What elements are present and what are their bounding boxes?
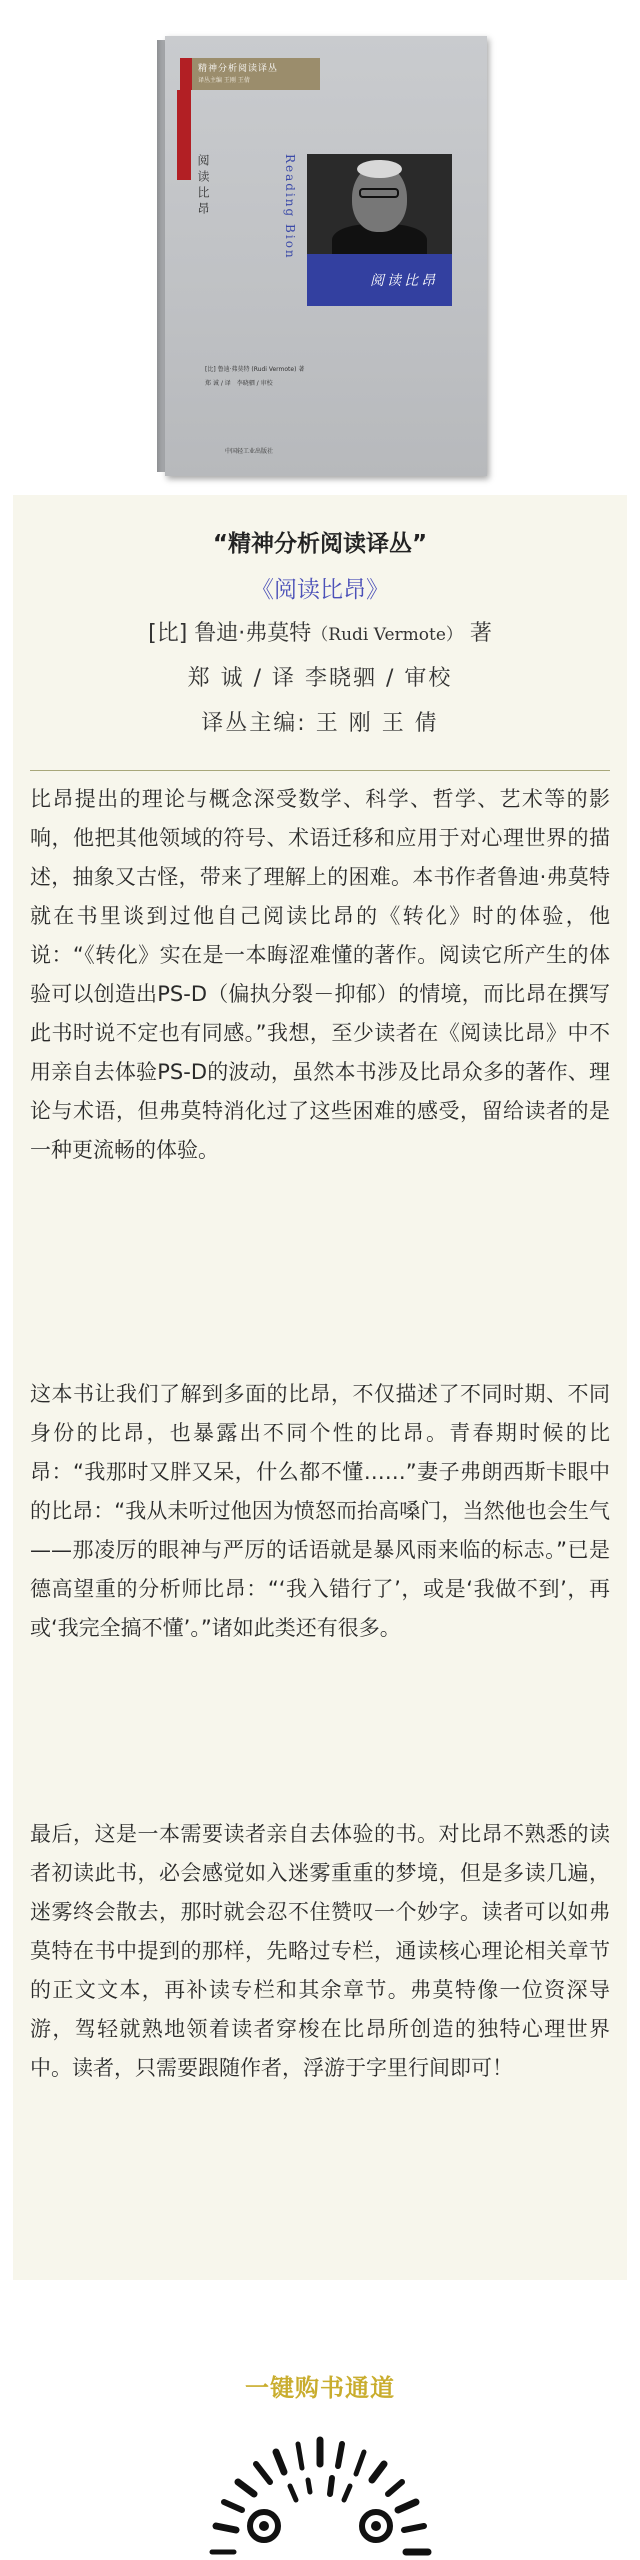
cover-title: 阅读比昂 — [370, 273, 438, 289]
photo-hair — [357, 160, 402, 178]
book-cover-image — [157, 36, 487, 476]
cover-series-banner — [180, 58, 320, 90]
series-name: “精神分析阅读译丛” — [212, 531, 428, 557]
qr-code-graphic — [178, 2430, 462, 2560]
book-face — [165, 36, 487, 476]
intro-paragraph-1: 比昂提出的理论与概念深受数学、科学、哲学、艺术等的影响，他把其他领域的符号、术语迁移和应用于对心理世界的描述，抽象又古怪，带来了理解上的困难。本书作者鲁迪·弗莫特就在书里谈到过他自己阅读比昂的《转化》时的体验，他说：“《转化》实在是一本晦涩难懂的著作。阅读它所产生的体验可以创造出PS-D（偏执分裂－抑郁）的情境，而比昂在撰写此书时说不定也有同感。”我想，至少读者在《阅读比昂》中不用亲自去体验PS-D的波动，虽然本书涉及比昂众多的著作、理论与术语，但弗莫特消化过了这些困难的感受，留给读者的是一种更流畅的体验。 — [30, 787, 610, 1162]
author-line — [13, 616, 627, 647]
author-latin-name: （Rudi Vermote） — [311, 625, 463, 645]
cover-credit-translators: 郑 诚 / 译 李晓驷 / 审校 — [205, 380, 273, 387]
series-editor-line: 译丛主编: 王 刚 王 倩 — [201, 711, 439, 736]
divider — [30, 770, 610, 771]
author-photo — [307, 154, 452, 254]
book-title: 《阅读比昂》 — [251, 577, 389, 603]
cover-vertical-title: 阅读比昂 — [196, 154, 210, 218]
qr-code-icon[interactable] — [178, 2430, 462, 2560]
buy-book-title[interactable]: 一键购书通道 — [245, 2374, 395, 2402]
cover-red-tab — [177, 90, 191, 180]
book-info-card — [13, 495, 627, 2280]
author-suffix: 著 — [462, 621, 492, 646]
cover-red-bar — [180, 58, 192, 90]
author-name: [比] 鲁迪·弗莫特 — [148, 621, 312, 646]
cover-publisher: 中国轻工业出版社 — [225, 448, 274, 455]
cover-series-sub: 译丛主编 王刚 王倩 — [198, 77, 250, 84]
cover-credit-author: [比] 鲁迪·弗莫特 (Rudi Vermote) 著 — [205, 366, 305, 373]
intro-paragraph-2: 这本书让我们了解到多面的比昂，不仅描述了不同时期、不同身份的比昂，也暴露出不同个性的比昂。青春期时候的比昂：“我那时又胖又呆，什么都不懂……”妻子弗朗西斯卡眼中的比昂：“我从未听过他因为愤怒而抬高嗓门，当然他也会生气——那凌厉的眼神与严厉的话语就是暴风雨来临的标志。”已是德高望重的分析师比昂：“‘我入错行了’，或是‘我做不到’，再或‘我完全搞不懂’。”诸如此类还有很多。 — [30, 1382, 610, 1640]
cover-english-title: Reading Bion — [283, 154, 297, 260]
photo-glasses — [359, 188, 399, 198]
cover-title-box — [307, 254, 452, 306]
translator-line: 郑 诚 / 译 李晓驷 / 审校 — [187, 666, 453, 691]
book-cover-section — [0, 0, 640, 495]
intro-paragraph-3: 最后，这是一本需要读者亲自去体验的书。对比昂不熟悉的读者初读此书，必会感觉如入迷雾重重的梦境，但是多读几遍，迷雾终会散去，那时就会忍不住赞叹一个妙字。读者可以如弗莫特在书中提到的那样，先略过专栏，通读核心理论相关章节的正文文本，再补读专栏和其余章节。弗莫特像一位资深导游，驾轻就熟地领着读者穿梭在比昂所创造的独特心理世界中。读者，只需要跟随作者，浮游于字里行间即可！ — [30, 1822, 610, 2080]
cover-series-text: 精神分析阅读译丛 — [198, 64, 279, 74]
